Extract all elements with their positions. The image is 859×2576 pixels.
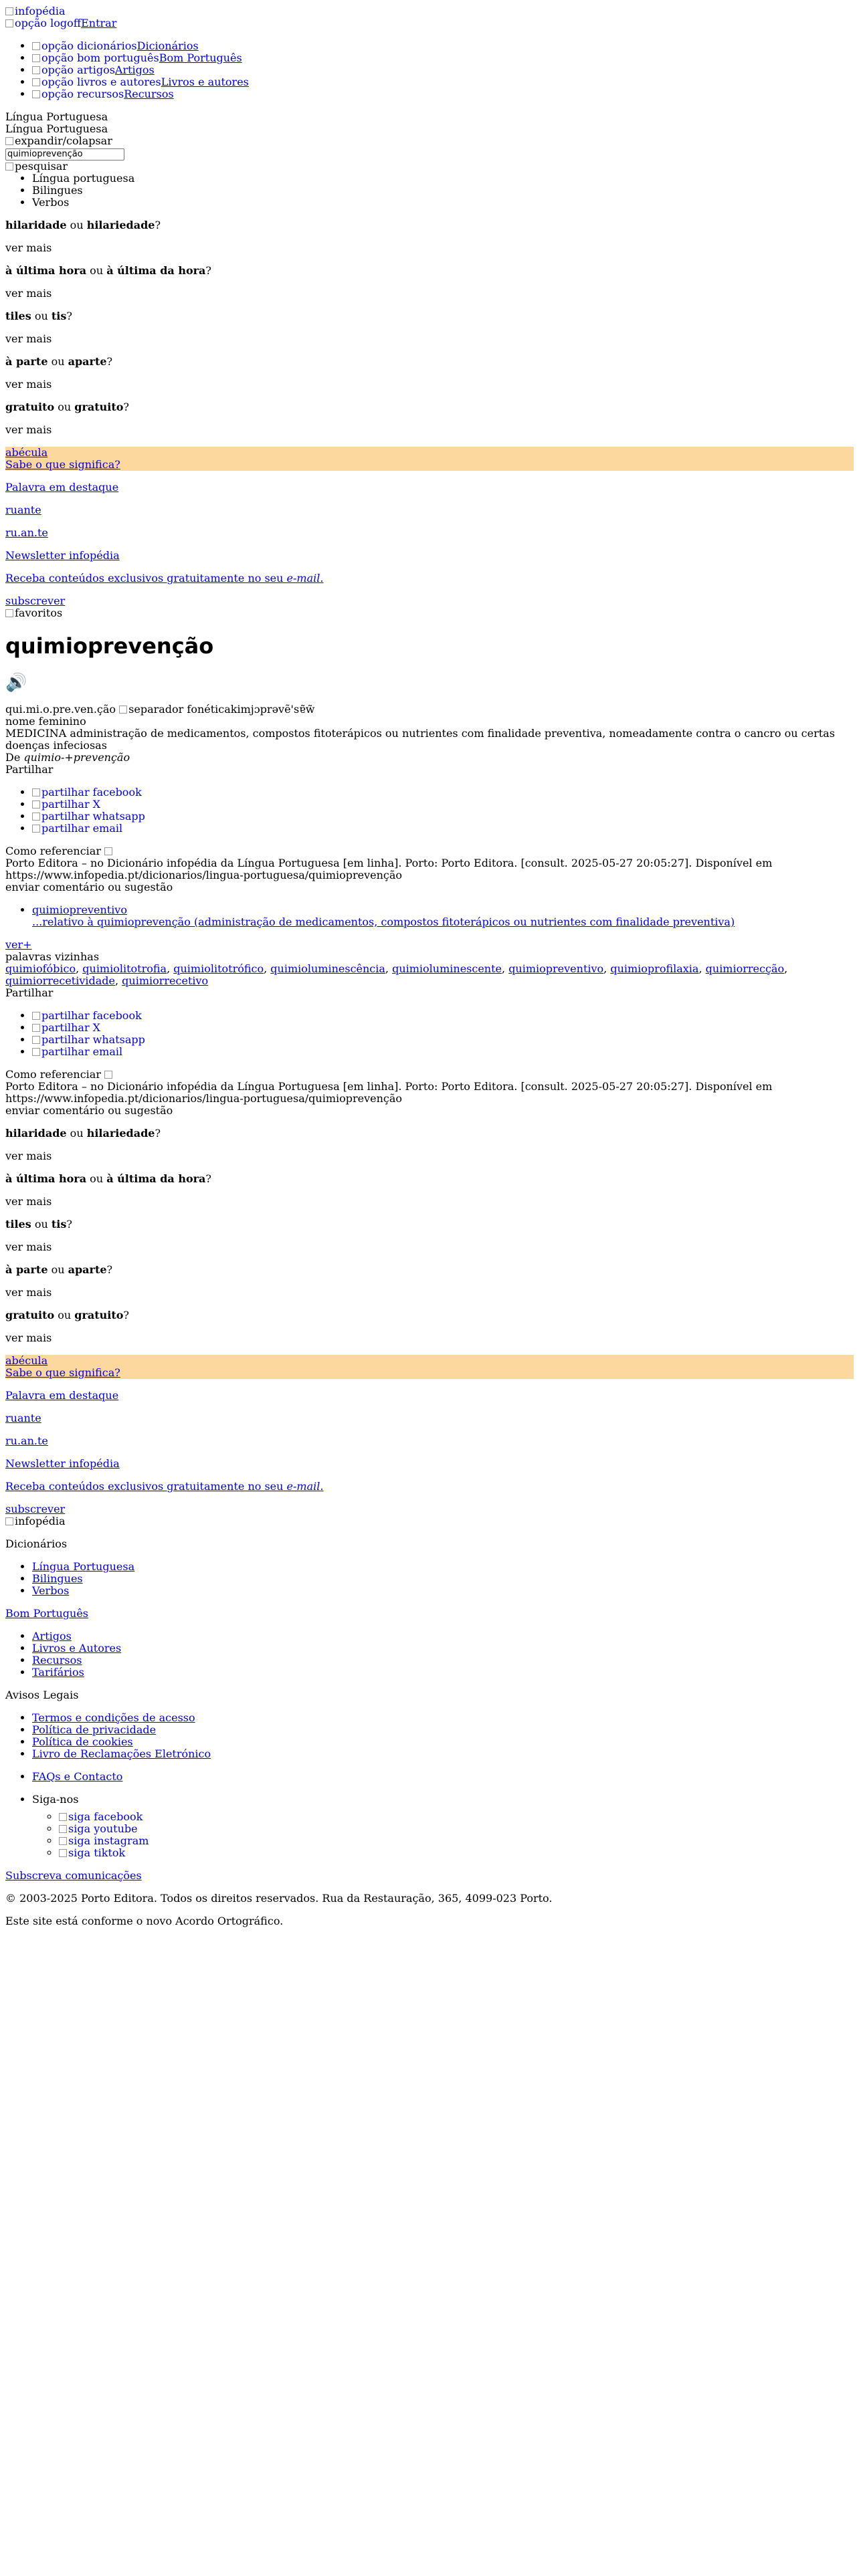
email-icon <box>32 1046 122 1058</box>
doubt-sep: ou <box>86 1172 107 1185</box>
challenge-word-row <box>5 1355 854 1367</box>
doubt-option-a: gratuito <box>5 1308 55 1321</box>
neighbor-word-link[interactable]: quimiorrecetividade <box>5 974 115 987</box>
dictionary-label: Língua Portuguesa <box>5 122 108 135</box>
social-link[interactable] <box>59 1810 142 1823</box>
whatsapp-icon-alt: partilhar whatsapp <box>41 809 145 823</box>
doubts-section-2 <box>5 1128 854 1344</box>
related-words <box>5 904 854 928</box>
tiktok-icon-alt: siga tiktok <box>68 1846 126 1859</box>
footer-more-link[interactable]: Recursos <box>32 1653 82 1667</box>
footer-faq-list <box>5 1771 854 1783</box>
facebook-icon-alt: partilhar facebook <box>41 1008 142 1022</box>
search-icon[interactable] <box>5 160 68 173</box>
neighbor-words: quimiofóbico, quimiolitotrofia, quimiolitotrófico, quimioluminescência, quimioluminescente, quimiopreventivo, quimioprofilaxia, quimiorrecção, quimiorrecetividade, quimiorrecetivo <box>5 962 788 987</box>
social-link[interactable] <box>59 1834 149 1847</box>
doubt-see-more[interactable]: ver mais <box>5 286 52 300</box>
whatsapp-icon <box>32 1034 145 1046</box>
nav-item <box>32 52 854 64</box>
share-item <box>32 811 854 823</box>
entry-syllables: qui.mi.o.pre.ven.ção <box>5 702 116 716</box>
footer-legal-item <box>32 1748 854 1760</box>
logoff-alt-text: opção logoff <box>15 17 82 29</box>
doubt-sep: ou <box>47 354 68 368</box>
challenge-question-link[interactable]: Sabe o que significa? <box>5 457 120 471</box>
doubt-sep: ou <box>54 1308 75 1321</box>
nav-item <box>32 88 854 100</box>
email-icon <box>32 823 122 835</box>
doubt-see-more[interactable]: ver mais <box>5 377 52 391</box>
footer-more-item <box>32 1642 854 1654</box>
newsletter-text-link[interactable] <box>5 572 323 584</box>
neighbor-word-link[interactable]: quimioprofilaxia <box>610 962 699 975</box>
share-list-2 <box>5 1010 854 1058</box>
nav-option-icon <box>32 64 115 76</box>
doubt-option-b: aparte <box>68 1263 107 1276</box>
whatsapp-icon-alt: partilhar whatsapp <box>41 1033 145 1046</box>
comment-link-2[interactable]: enviar comentário ou sugestão <box>5 1103 173 1117</box>
doubt-see-more[interactable]: ver mais <box>5 1285 52 1299</box>
footer-legal-link[interactable]: Termos e condições de acesso <box>32 1711 195 1724</box>
doubt-option-b: hilariedade <box>86 1126 155 1140</box>
cite-label-2: Como referenciar <box>5 1067 101 1081</box>
doubt-option-b: aparte <box>68 354 107 368</box>
dictionary-option[interactable]: • Verbos <box>32 197 854 209</box>
favorites-row <box>5 607 854 619</box>
footer-legal-link[interactable]: Política de cookies <box>32 1735 133 1748</box>
doubt-see-more[interactable]: ver mais <box>5 1194 52 1208</box>
doubt-question <box>5 1173 854 1185</box>
doubt-sep: ou <box>47 1263 68 1276</box>
related-word-link[interactable]: quimiopreventivo <box>32 903 127 916</box>
doubt-question <box>5 356 854 368</box>
separator-alt-text: separador fonética <box>128 702 231 716</box>
footer-follow-list <box>5 1794 854 1859</box>
share-link[interactable] <box>32 1021 100 1034</box>
search-input[interactable] <box>5 148 124 160</box>
whatsapp-icon <box>32 811 145 823</box>
related-word-item <box>32 904 854 928</box>
doubt-option-b: tis <box>51 309 67 322</box>
neighbor-word-link[interactable]: quimioluminescente <box>392 962 502 975</box>
doubt-option-a: à parte <box>5 354 48 368</box>
share-item <box>32 1022 854 1034</box>
promo-section-2 <box>5 1355 854 1515</box>
neighbor-word-link[interactable]: quimiofóbico <box>5 962 76 975</box>
social-link[interactable] <box>59 1846 125 1859</box>
nav-item <box>32 76 854 88</box>
citation-2: Porto Editora – no Dicionário infopédia da Língua Portuguesa [em linha]. Porto: Porto Editora. [consult. 2025-05-27 20:05:27]. Disponível em https://www.infopedia.pt/dicionarios/lingua-portuguesa/quimioprevenção <box>5 1079 773 1105</box>
share-item <box>32 1046 854 1058</box>
share-link[interactable] <box>32 1033 145 1046</box>
subscribe-row <box>5 1503 854 1515</box>
facebook-icon <box>32 1010 142 1022</box>
doubt-see-more[interactable]: ver mais <box>5 241 52 254</box>
share-link[interactable] <box>32 786 142 798</box>
nav-option-icon-alt: opção bom português <box>41 51 159 64</box>
newsletter-text: Receba conteúdos exclusivos gratuitamente no seu <box>5 571 287 584</box>
x-icon <box>32 1022 100 1034</box>
share-link[interactable] <box>32 810 145 823</box>
doubt-end: ? <box>205 263 211 277</box>
newsletter-email: e-mail <box>286 571 320 584</box>
search-alt-text: pesquisar <box>15 159 68 173</box>
featured-word-link[interactable]: ruante <box>5 1411 41 1424</box>
favorites-alt-text: favoritos <box>15 606 63 619</box>
promo-section <box>5 447 854 607</box>
challenge-question-link[interactable]: Sabe o que significa? <box>5 1366 120 1379</box>
neighbor-word-link[interactable]: quimiolitotrofia <box>82 962 167 975</box>
doubt-end: ? <box>123 400 129 413</box>
email-icon-alt: partilhar email <box>41 1045 123 1058</box>
newsletter-text-row <box>5 1481 854 1493</box>
logo-link[interactable] <box>5 5 66 17</box>
dictionary-options <box>5 173 854 209</box>
nav-label: Bom Português <box>159 51 242 64</box>
citation: Porto Editora – no Dicionário infopédia da Língua Portuguesa [em linha]. Porto: Porto Editora. [consult. 2025-05-27 20:05:27]. Disponível em https://www.infopedia.pt/dicionarios/lingua-portuguesa/quimioprevenção <box>5 856 773 881</box>
doubt-end: ? <box>205 1172 211 1185</box>
copy-icon-2[interactable] <box>104 1069 114 1081</box>
share-label-2: Partilhar <box>5 986 54 999</box>
footer-legal-link[interactable]: Política de privacidade <box>32 1723 157 1736</box>
doubt-end: ? <box>106 1263 113 1276</box>
doubt-sep: ou <box>86 263 107 277</box>
doubt-question <box>5 1128 854 1140</box>
promo-row <box>5 1458 854 1470</box>
nav-link-2[interactable] <box>32 64 155 76</box>
social-item <box>59 1835 854 1847</box>
footer-dict-item <box>32 1561 854 1573</box>
login-label: Entrar <box>81 17 117 29</box>
nav-option-icon <box>32 52 159 64</box>
social-item <box>59 1847 854 1859</box>
social-item <box>59 1823 854 1835</box>
nav-link-3[interactable] <box>32 76 249 88</box>
phonetic-separator-icon <box>119 704 231 716</box>
doubt-option-a: gratuito <box>5 400 55 413</box>
subscribe-communications-link[interactable]: Subscreva comunicações <box>5 1868 142 1882</box>
copyright: © 2003-2025 Porto Editora. Todos os direitos reservados. Rua da Restauração, 365, 4099-023 Porto. <box>5 1891 553 1905</box>
footer <box>5 1515 854 1927</box>
footer-faq-item <box>32 1771 854 1783</box>
doubt-option-a: hilaridade <box>5 1126 67 1140</box>
social-item <box>59 1811 854 1823</box>
nav-option-icon <box>32 76 161 88</box>
doubt-see-more[interactable]: ver mais <box>5 332 52 345</box>
doubt-option-a: hilaridade <box>5 218 67 231</box>
nav-option-icon-alt: opção livros e autores <box>41 76 161 88</box>
toggle-alt-text: expandir/colapsar <box>15 134 112 147</box>
footer-logo-alt: infopédia <box>15 1514 66 1527</box>
login-link[interactable] <box>5 17 116 29</box>
dictionary-selector <box>5 111 854 147</box>
main-nav <box>5 40 854 100</box>
footer-dict-item <box>32 1585 854 1597</box>
neighbors-label: palavras vizinhas <box>5 950 100 963</box>
doubt-end: ? <box>155 1126 161 1140</box>
nav-option-icon-alt: opção dicionários <box>41 39 137 52</box>
footer-more-link[interactable]: Livros e Autores <box>32 1641 122 1654</box>
doubt-sep: ou <box>31 1217 52 1230</box>
doubt-option-a: à última hora <box>5 1172 87 1185</box>
tiktok-icon <box>59 1847 125 1859</box>
share-label: Partilhar <box>5 762 54 776</box>
cite-row-2 <box>5 1069 854 1081</box>
doubt-see-more[interactable]: ver mais <box>5 1240 52 1253</box>
instagram-icon-alt: siga instagram <box>68 1834 149 1847</box>
challenge-word-row <box>5 447 854 459</box>
youtube-icon <box>59 1823 138 1835</box>
newsletter-text-end: . <box>320 1479 324 1493</box>
doubt-end: ? <box>106 354 113 368</box>
part-of-speech: nome feminino <box>5 714 86 728</box>
doubt-sep: ou <box>66 218 87 231</box>
doubt-option-a: à última hora <box>5 263 87 277</box>
facebook-icon <box>59 1811 142 1823</box>
doubt-end: ? <box>123 1308 129 1321</box>
newsletter-text: Receba conteúdos exclusivos gratuitamente no seu <box>5 1479 287 1493</box>
nav-label: Livros e autores <box>161 76 249 88</box>
featured-label-link[interactable]: Palavra em destaque <box>5 480 119 494</box>
share-item <box>32 1034 854 1046</box>
follow-item <box>32 1794 854 1859</box>
nav-item <box>32 40 854 52</box>
footer-more-item <box>32 1654 854 1667</box>
share-link[interactable] <box>32 1045 122 1058</box>
footer-more-list <box>5 1630 854 1679</box>
cite-label: Como referenciar <box>5 844 101 857</box>
footer-legal-label: Avisos Legais <box>5 1688 79 1701</box>
subscribe-link[interactable]: subscrever <box>5 1502 66 1515</box>
share-list <box>5 786 854 835</box>
logo-alt-text: infopédia <box>15 5 66 17</box>
footer-more-link[interactable]: Tarifários <box>32 1665 84 1679</box>
challenge-word-link[interactable]: abécula <box>5 445 48 459</box>
challenge-word-link[interactable]: abécula <box>5 1354 48 1367</box>
social-list <box>32 1811 854 1859</box>
featured-word-link[interactable]: ruante <box>5 503 41 516</box>
doubt-option-b: tis <box>51 1217 67 1230</box>
doubt-option-b: gratuito <box>74 400 124 413</box>
newsletter-text-row <box>5 572 854 584</box>
x-icon-alt: partilhar X <box>41 797 101 811</box>
footer-bom-portugues[interactable]: Bom Português <box>5 1606 89 1620</box>
expand-collapse-icon[interactable] <box>5 135 112 147</box>
header <box>5 5 854 17</box>
featured-label-link[interactable]: Palavra em destaque <box>5 1388 119 1402</box>
doubt-sep: ou <box>54 400 75 413</box>
nav-label: Recursos <box>124 88 174 100</box>
nav-option-icon <box>32 88 124 100</box>
footer-more-link[interactable]: Artigos <box>32 1629 72 1642</box>
share-link[interactable] <box>32 1009 142 1022</box>
featured-syllables-link[interactable]: ru.an.te <box>5 526 48 539</box>
email-icon-alt: partilhar email <box>41 821 123 835</box>
social-link[interactable] <box>59 1822 138 1835</box>
doubt-option-a: à parte <box>5 1263 48 1276</box>
newsletter-title-link[interactable]: Newsletter infopédia <box>5 548 120 562</box>
entry-phonetic: kimjɔprəvẽ'sɐ̃w̃ <box>230 702 315 716</box>
neighbor-word-link[interactable]: quimioluminescência <box>270 962 385 975</box>
definition: MEDICINA administração de medicamentos, compostos fitoterápicos ou nutrientes com finalidade preventiva, nomeadamente contra o cancro ou certas doenças infeciosas <box>5 726 835 752</box>
share-link[interactable] <box>32 822 122 835</box>
doubt-option-b: à última da hora <box>106 263 206 277</box>
doubt-question <box>5 401 854 413</box>
see-more-link[interactable]: ver+ <box>5 938 32 951</box>
footer-more-item <box>32 1630 854 1642</box>
related-word-desc[interactable]: ...relativo à quimioprevenção (administração de medicamentos, compostos fitoterápicos ou nutrientes com finalidade preventiva) <box>32 915 735 928</box>
footer-legal-item <box>32 1736 854 1748</box>
neighbor-word-link[interactable]: quimiorrecção <box>705 962 785 975</box>
youtube-icon-alt: siga youtube <box>68 1822 138 1835</box>
doubt-end: ? <box>66 309 72 322</box>
footer-dict-item <box>32 1573 854 1585</box>
comment-link[interactable]: enviar comentário ou sugestão <box>5 880 173 893</box>
doubt-question <box>5 219 854 231</box>
doubt-question <box>5 1218 854 1230</box>
footer-dict-link[interactable]: Verbos <box>32 1584 70 1597</box>
doubt-end: ? <box>155 218 161 231</box>
footer-logo-icon <box>5 1515 66 1527</box>
doubt-question <box>5 1309 854 1321</box>
x-icon-alt: partilhar X <box>41 1021 101 1034</box>
challenge-question-row <box>5 1367 854 1379</box>
footer-legal-item <box>32 1724 854 1736</box>
nav-label: Artigos <box>114 64 155 76</box>
newsletter-text-end: . <box>320 571 324 584</box>
promo-row <box>5 504 854 516</box>
search-bar <box>5 147 854 160</box>
facebook-icon-alt: siga facebook <box>68 1810 143 1823</box>
doubt-question <box>5 310 854 322</box>
doubt-question <box>5 1264 854 1276</box>
footer-dict-link[interactable]: Bilingues <box>32 1572 83 1585</box>
dictionary-option[interactable]: • Língua portuguesa <box>32 173 854 185</box>
footer-legal-item <box>32 1712 854 1724</box>
user-icon <box>5 17 81 29</box>
etymology-prefix: De <box>5 750 24 764</box>
promo-row <box>5 1435 854 1447</box>
copy-icon[interactable] <box>104 845 114 857</box>
doubt-end: ? <box>66 1217 72 1230</box>
footer-legal-link[interactable]: Livro de Reclamações Eletrónico <box>32 1747 211 1760</box>
nav-link-4[interactable] <box>32 88 174 100</box>
dictionary-option[interactable]: • Bilingues <box>32 185 854 197</box>
entry-title: quimioprevenção <box>5 633 214 659</box>
share-item <box>32 798 854 811</box>
featured-syllables-link[interactable]: ru.an.te <box>5 1434 48 1447</box>
share-link[interactable] <box>32 798 100 811</box>
doubt-option-b: gratuito <box>74 1308 124 1321</box>
x-icon <box>32 798 100 811</box>
word-challenge-box <box>5 1355 854 1379</box>
pronunciation-audio-icon[interactable]: 🔊 <box>5 672 27 693</box>
promo-row <box>5 481 854 494</box>
nav-option-icon-alt: opção recursos <box>41 88 124 100</box>
promo-row <box>5 1390 854 1402</box>
promo-row <box>5 1412 854 1424</box>
nav-option-icon-alt: opção artigos <box>41 64 115 76</box>
neighbor-word-link[interactable]: quimiopreventivo <box>508 962 604 975</box>
infopedia-logo-icon <box>5 5 66 17</box>
footer-dict-link[interactable]: Língua Portuguesa <box>32 1560 135 1573</box>
doubts-section <box>5 219 854 436</box>
etymology <box>5 752 854 764</box>
doubt-option-a: tiles <box>5 309 31 322</box>
challenge-question-row <box>5 459 854 471</box>
doubt-option-b: à última da hora <box>106 1172 206 1185</box>
share-item <box>32 823 854 835</box>
faq-link[interactable]: FAQs e Contacto <box>32 1769 123 1783</box>
facebook-icon-alt: partilhar facebook <box>41 785 142 798</box>
share-item <box>32 786 854 798</box>
nav-item <box>32 64 854 76</box>
newsletter-text-link[interactable] <box>5 1480 323 1493</box>
promo-row <box>5 527 854 539</box>
follow-label: Siga-nos <box>32 1792 79 1806</box>
newsletter-title-link[interactable]: Newsletter infopédia <box>5 1457 120 1470</box>
doubt-question <box>5 265 854 277</box>
footer-dict-label: Dicionários <box>5 1537 68 1550</box>
nav-option-icon <box>32 40 137 52</box>
favorites-icon[interactable] <box>5 607 62 619</box>
doubt-option-a: tiles <box>5 1217 31 1230</box>
etymology-origin: quimio-+prevenção <box>23 750 130 764</box>
promo-row <box>5 550 854 562</box>
doubt-sep: ou <box>66 1126 87 1140</box>
share-item <box>32 1010 854 1022</box>
login-row <box>5 17 854 29</box>
footer-more-item <box>32 1667 854 1679</box>
footer-dict-list <box>5 1561 854 1597</box>
doubt-see-more[interactable]: ver mais <box>5 1149 52 1162</box>
neighbor-word-link[interactable]: quimiolitotrófico <box>173 962 264 975</box>
facebook-icon <box>32 786 142 798</box>
cite-row <box>5 845 854 857</box>
dictionary-selected[interactable]: Língua Portuguesa <box>5 110 108 123</box>
doubt-sep: ou <box>31 309 52 322</box>
nav-link-0[interactable] <box>32 39 199 52</box>
agreement-note: Este site está conforme o novo Acordo Ortográfico. <box>5 1914 284 1927</box>
instagram-icon <box>59 1835 149 1847</box>
subscribe-link[interactable]: subscrever <box>5 594 66 607</box>
subscribe-row <box>5 595 854 607</box>
doubt-see-more[interactable]: ver mais <box>5 1331 52 1344</box>
doubt-option-b: hilariedade <box>86 218 155 231</box>
nav-label: Dicionários <box>136 39 199 52</box>
word-challenge-box <box>5 447 854 471</box>
footer-legal-list <box>5 1712 854 1760</box>
newsletter-email: e-mail <box>286 1479 320 1493</box>
neighbor-word-link[interactable]: quimiorrecetivo <box>122 974 209 987</box>
syllables-row <box>5 704 854 716</box>
nav-link-1[interactable] <box>32 51 242 64</box>
doubt-see-more[interactable]: ver mais <box>5 423 52 436</box>
